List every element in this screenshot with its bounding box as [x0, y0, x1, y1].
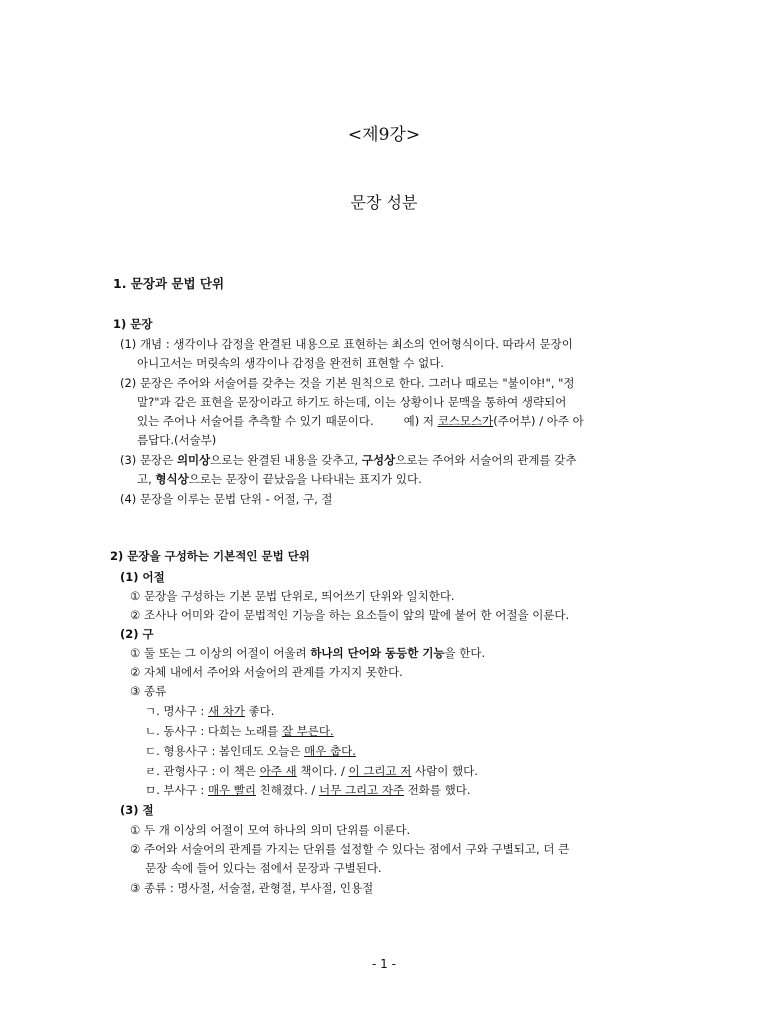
page-subtitle: 문장 성분 [350, 193, 418, 212]
page-title: <제9강> [347, 125, 421, 145]
paragraph-line: 아니고서는 머릿속의 생각이나 감정을 완전히 표현할 수 없다. [137, 356, 444, 370]
text-span: 책이다. / [296, 764, 349, 778]
paragraph-line: (4) 문장을 이루는 문법 단위 - 어절, 구, 절 [120, 492, 333, 506]
item-heading: (3) 절 [120, 803, 154, 817]
bold-text: 의미상 [176, 453, 211, 467]
paragraph-line [120, 452, 576, 468]
page-number: - 1 - [372, 957, 396, 971]
text-span: 좋다. [244, 704, 275, 718]
text-span: ㄹ. 관형사구 : 이 책은 [145, 764, 260, 778]
text-span: 을 한다. [444, 646, 486, 660]
paragraph-line [137, 471, 422, 487]
text-span: 으로는 문장이 끝났음을 나타내는 표지가 있다. [188, 472, 422, 486]
item-heading: (2) 구 [120, 627, 154, 641]
list-item: ① 두 개 이상의 어절이 모여 하나의 의미 단위를 이룬다. [130, 823, 411, 837]
paragraph-line: (1) 개념 : 생각이나 감정을 완결된 내용으로 표현하는 최소의 언어형식이다. 따라서 문장이 [120, 337, 573, 351]
text-span: 사람이 했다. [411, 764, 478, 778]
text-span: ㅁ. 부사구 : [145, 783, 208, 797]
text-span: ㄱ. 명사구 : [145, 704, 208, 718]
text-span: (주어부) / 아주 아 [493, 414, 584, 428]
text-span: 친해졌다. / [256, 783, 319, 797]
example-item [145, 763, 478, 779]
underlined-text: 이 그리고 저 [348, 764, 412, 778]
underlined-text: 새 차가 [207, 704, 245, 718]
subsection-heading: 2) 문장을 구성하는 기본적인 문법 단위 [110, 549, 310, 563]
example-item [145, 782, 471, 798]
section-heading: 1. 문장과 문법 단위 [113, 276, 225, 291]
text-span: ① 둘 또는 그 이상의 어절이 어울려 [130, 646, 311, 660]
list-item: ② 조사나 어미와 같이 문법적인 기능을 하는 요소들이 앞의 말에 붙어 한 어절을 이룬다. [130, 608, 570, 622]
underlined-text: 너무 그리고 자주 [318, 783, 405, 797]
underlined-text: 잘 부른다. [281, 724, 334, 738]
underlined-text: 매우 춥다. [304, 744, 356, 758]
list-item: ③ 종류 [130, 684, 167, 698]
list-item: ② 자체 내에서 주어와 서술어의 관계를 가지지 못한다. [130, 665, 403, 679]
paragraph-line: 름답다.(서술부) [137, 433, 217, 447]
underlined-text: 아주 새 [259, 764, 297, 778]
text-span: ㄷ. 형용사구 : 봄인데도 오늘은 [145, 744, 305, 758]
underlined-text: 매우 빨리 [207, 783, 257, 797]
bold-text: 하나의 단어와 동등한 기능 [310, 646, 445, 660]
item-heading: (1) 어절 [120, 570, 165, 584]
list-item: ② 주어와 서술어의 관계를 가지는 단위를 설정할 수 있다는 점에서 구와 구별되고, 더 큰 [130, 842, 570, 856]
example-item [145, 703, 274, 719]
text-span: 예) 저 [403, 414, 438, 428]
text-span: (3) 문장은 [120, 453, 177, 467]
paragraph-line: (2) 문장은 주어와 서술어를 갖추는 것을 기본 원칙으로 한다. 그러나 때로는 "불이야!", "정 [120, 376, 575, 390]
paragraph-line [137, 413, 584, 429]
list-item: ③ 종류 : 명사절, 서술절, 관형절, 부사절, 인용절 [130, 881, 374, 895]
paragraph-line: 말?"과 같은 표현을 문장이라고 하기도 하는데, 이는 상황이나 문맥을 통하여 생략되어 [137, 395, 567, 409]
text-span: 고, [137, 472, 156, 486]
list-item: ① 문장을 구성하는 기본 문법 단위로, 띄어쓰기 단위와 일치한다. [130, 589, 455, 603]
list-item [130, 645, 485, 661]
text-span: 으로는 주어와 서술어의 관계를 갖추 [395, 453, 577, 467]
text-span: 으로는 완결된 내용을 갖추고, [210, 453, 362, 467]
example-item [145, 743, 356, 759]
text-span: 전화를 했다. [404, 783, 471, 797]
list-item: 문장 속에 들어 있다는 점에서 문장과 구별된다. [145, 861, 382, 875]
underlined-text: 코스모스가 [437, 414, 494, 428]
subsection-heading: 1) 문장 [113, 317, 153, 331]
bold-text: 구성상 [361, 453, 396, 467]
text-span: 있는 주어나 서술어를 추측할 수 있기 때문이다. [137, 414, 374, 428]
bold-text: 형식상 [155, 472, 189, 486]
text-span: ㄴ. 동사구 : 다희는 노래를 [145, 724, 282, 738]
example-item [145, 723, 334, 739]
